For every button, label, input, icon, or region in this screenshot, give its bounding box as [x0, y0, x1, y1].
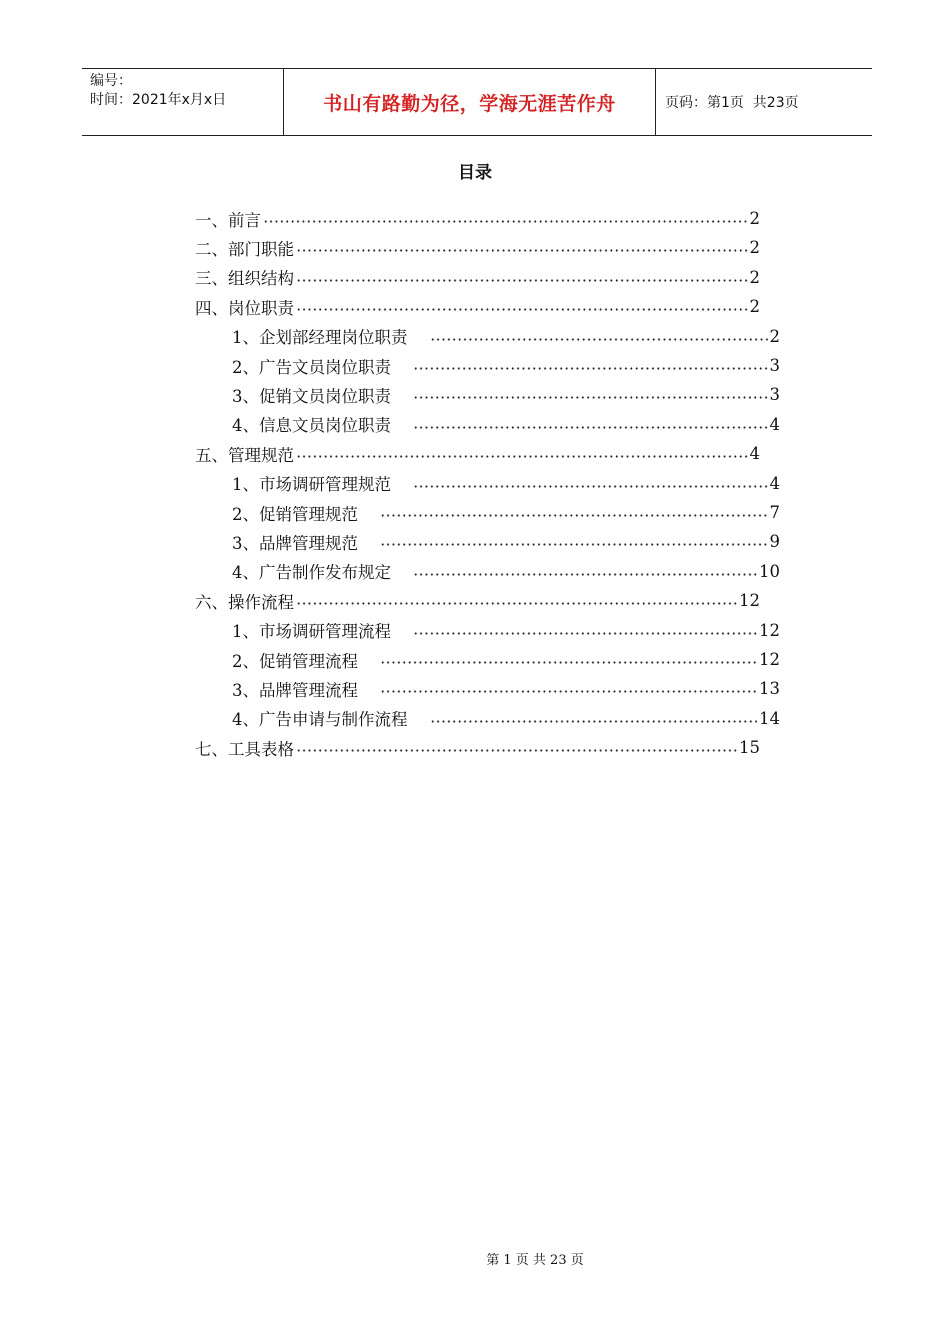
toc-subentry[interactable] — [232, 469, 780, 498]
document-header — [82, 68, 872, 136]
toc-entry-label: 六、操作流程 — [195, 592, 294, 612]
toc-leader-dots — [380, 690, 757, 693]
toc-entry-page: 15 — [739, 738, 760, 758]
header-slogan-cell — [284, 69, 656, 135]
toc-entry-page: 4 — [769, 473, 780, 493]
toc-entry-label: 1、市场调研管理流程 — [232, 622, 391, 642]
toc-title: 目录 — [458, 163, 492, 183]
toc-entry[interactable] — [195, 733, 760, 762]
toc-entry-page: 3 — [769, 385, 780, 405]
toc-leader-dots — [413, 632, 757, 635]
toc-entry-page: 2 — [749, 297, 760, 317]
toc-entry-label: 3、品牌管理规范 — [232, 533, 358, 553]
toc-leader-dots — [413, 396, 768, 399]
toc-entry-page: 14 — [759, 708, 780, 728]
toc-entry-label: 1、企划部经理岗位职责 — [232, 328, 408, 348]
toc-entry-page: 12 — [759, 620, 780, 640]
toc-entry[interactable] — [195, 233, 760, 262]
toc-entry[interactable] — [195, 204, 760, 233]
toc-leader-dots — [296, 279, 748, 282]
toc-subentry[interactable] — [232, 645, 780, 674]
toc-entry-label: 3、品牌管理流程 — [232, 680, 358, 700]
toc-subentry[interactable] — [232, 498, 780, 527]
toc-entry-page: 7 — [769, 503, 780, 522]
toc-subentry[interactable] — [232, 351, 780, 380]
toc-entry-page: 12 — [759, 650, 780, 669]
toc-leader-dots — [413, 367, 768, 370]
toc-entry-page: 12 — [739, 591, 760, 611]
toc-subentry[interactable] — [232, 704, 780, 733]
toc-entry-label: 五、管理规范 — [195, 445, 294, 465]
toc-entry-page: 4 — [769, 414, 780, 434]
toc-entry[interactable] — [195, 292, 760, 321]
page-info: 页码：第1页 共23页 — [665, 95, 799, 111]
toc-entry-label: 2、促销管理流程 — [232, 651, 358, 671]
footer-page-number: 第 1 页 共 23 页 — [486, 1253, 584, 1268]
toc-entry-page: 9 — [769, 532, 780, 552]
header-meta — [82, 69, 284, 135]
page-footer — [0, 1249, 950, 1268]
toc-entry[interactable] — [195, 263, 760, 292]
toc-entry-label: 2、促销管理规范 — [232, 504, 358, 524]
toc-entry-label: 四、岗位职责 — [195, 298, 294, 318]
toc-leader-dots — [296, 249, 748, 252]
toc-leader-dots — [263, 220, 748, 223]
toc-subentry[interactable] — [232, 616, 780, 645]
toc-entry-page: 2 — [749, 238, 760, 258]
toc-leader-dots — [430, 720, 758, 723]
toc-entry-label: 三、组织结构 — [195, 269, 294, 289]
toc-entry-page: 4 — [749, 444, 760, 464]
toc-entry-page: 2 — [769, 326, 780, 346]
toc-entry-label: 2、广告文员岗位职责 — [232, 357, 391, 377]
toc-subentry[interactable] — [232, 322, 780, 351]
toc-subentry[interactable] — [232, 527, 780, 556]
toc-entry-page: 2 — [749, 209, 760, 228]
toc-entry-page: 10 — [759, 561, 780, 581]
toc-leader-dots — [413, 485, 768, 488]
toc-subentry[interactable] — [232, 557, 780, 586]
toc-entry-page: 3 — [769, 356, 780, 375]
toc-leader-dots — [413, 426, 768, 429]
toc-leader-dots — [296, 455, 748, 458]
toc-entry-page: 13 — [759, 679, 780, 699]
toc-entry[interactable] — [195, 586, 760, 615]
toc-leader-dots — [380, 514, 768, 517]
toc-leader-dots — [413, 573, 757, 576]
toc-subentry[interactable] — [232, 410, 780, 439]
toc-leader-dots — [296, 308, 748, 311]
toc-entry-label: 4、广告制作发布规定 — [232, 563, 391, 583]
toc-leader-dots — [380, 661, 757, 664]
toc-entry-label: 二、部门职能 — [195, 239, 294, 259]
toc-entry[interactable] — [195, 439, 760, 468]
toc-entry-label: 七、工具表格 — [195, 739, 294, 759]
toc-leader-dots — [430, 338, 768, 341]
number-label: 编号： — [90, 73, 132, 89]
toc-entry-label: 4、广告申请与制作流程 — [232, 710, 408, 730]
toc-entry-label: 1、市场调研管理规范 — [232, 475, 391, 495]
toc-entry-page: 2 — [749, 267, 760, 287]
toc-subentry[interactable] — [232, 380, 780, 409]
toc-entry-label: 一、前言 — [195, 210, 261, 230]
toc-subentry[interactable] — [232, 674, 780, 703]
toc-leader-dots — [296, 749, 737, 752]
time-label: 时间：2021年x月x日 — [90, 92, 227, 108]
toc-entry-label: 3、促销文员岗位职责 — [232, 386, 391, 406]
toc-entry-label: 4、信息文员岗位职责 — [232, 416, 391, 436]
toc-leader-dots — [296, 602, 737, 605]
header-page-cell — [656, 69, 872, 135]
slogan: 书山有路勤为径，学海无涯苦作舟 — [323, 92, 616, 115]
toc-leader-dots — [380, 543, 768, 546]
